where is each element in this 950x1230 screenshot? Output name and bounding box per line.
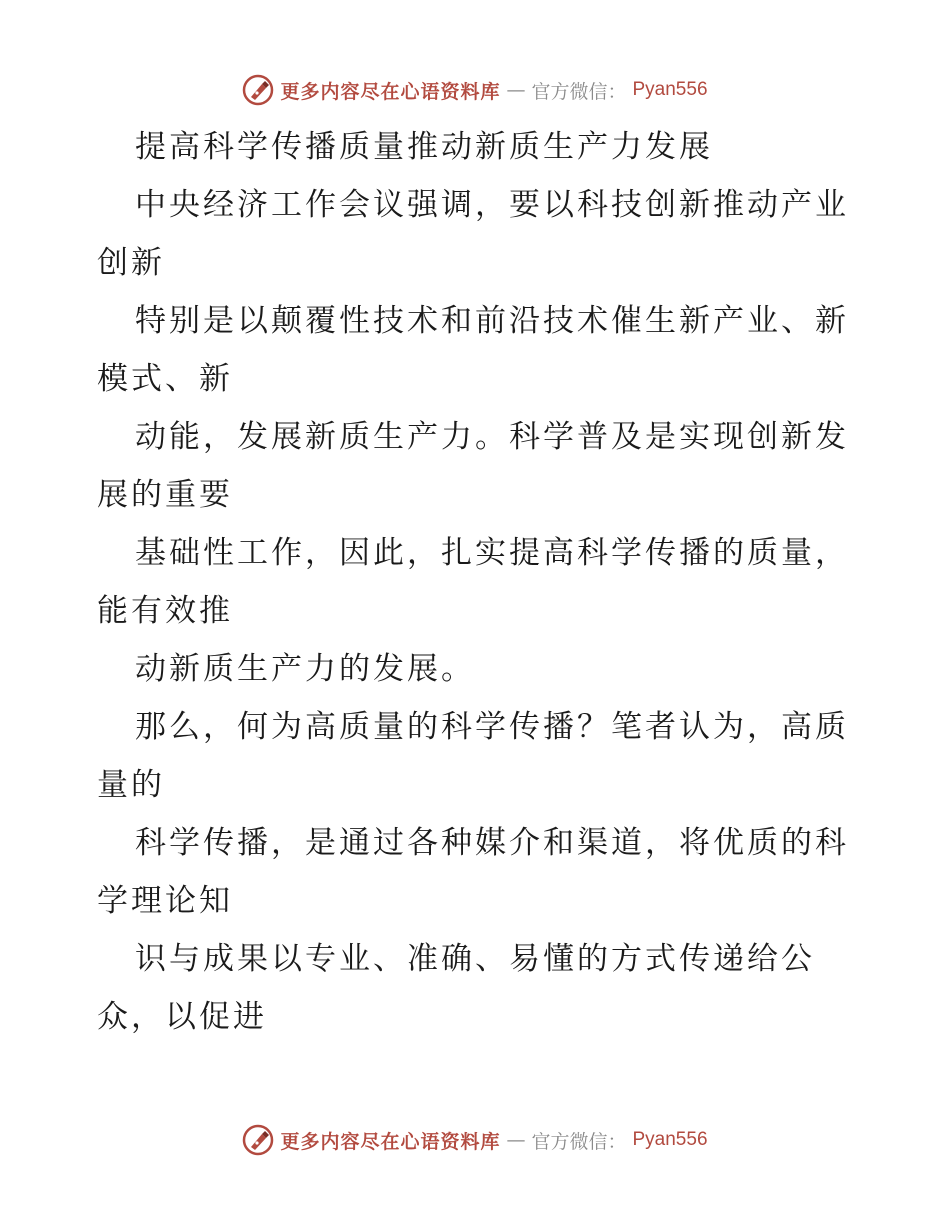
- text-line: 量的: [97, 767, 165, 803]
- footer-watermark: [0, 1120, 950, 1160]
- header-watermark: [0, 70, 950, 110]
- text-line: 那么，何为高质量的科学传播？笔者认为，高质: [135, 709, 849, 745]
- pen-nib-logo-icon: [242, 1124, 274, 1156]
- text-line: 学理论知: [97, 883, 233, 919]
- watermark-wechat-label: 官方微信：: [531, 1130, 627, 1153]
- text-line: 动能，发展新质生产力。科学普及是实现创新发: [135, 419, 849, 455]
- watermark-site-text: 更多内容尽在心语资料库: [280, 80, 501, 103]
- document-body: [97, 118, 857, 1046]
- text-line: 识与成果以专业、准确、易懂的方式传递给公: [135, 941, 815, 977]
- text-line: 能有效推: [97, 593, 233, 629]
- text-line: 科学传播，是通过各种媒介和渠道，将优质的科: [135, 825, 849, 861]
- pen-nib-logo-icon: [242, 74, 274, 106]
- watermark-separator: —: [506, 1129, 526, 1151]
- text-line: 提高科学传播质量推动新质生产力发展: [135, 129, 713, 165]
- text-line: 展的重要: [97, 477, 233, 513]
- text-line: 中央经济工作会议强调，要以科技创新推动产业: [135, 187, 849, 223]
- watermark-wechat-id: Pyan556: [632, 79, 708, 100]
- text-line: 创新: [97, 245, 165, 281]
- watermark-wechat-id: Pyan556: [632, 1129, 708, 1150]
- text-line: 动新质生产力的发展。: [135, 651, 475, 687]
- text-line: 模式、新: [97, 361, 233, 397]
- watermark-wechat-label: 官方微信：: [531, 80, 627, 103]
- text-line: 基础性工作，因此，扎实提高科学传播的质量，: [135, 535, 849, 571]
- watermark-site-text: 更多内容尽在心语资料库: [280, 1130, 501, 1153]
- text-line: 特别是以颠覆性技术和前沿技术催生新产业、新: [135, 303, 849, 339]
- text-line: 众，以促进: [97, 999, 267, 1035]
- watermark-separator: —: [506, 79, 526, 101]
